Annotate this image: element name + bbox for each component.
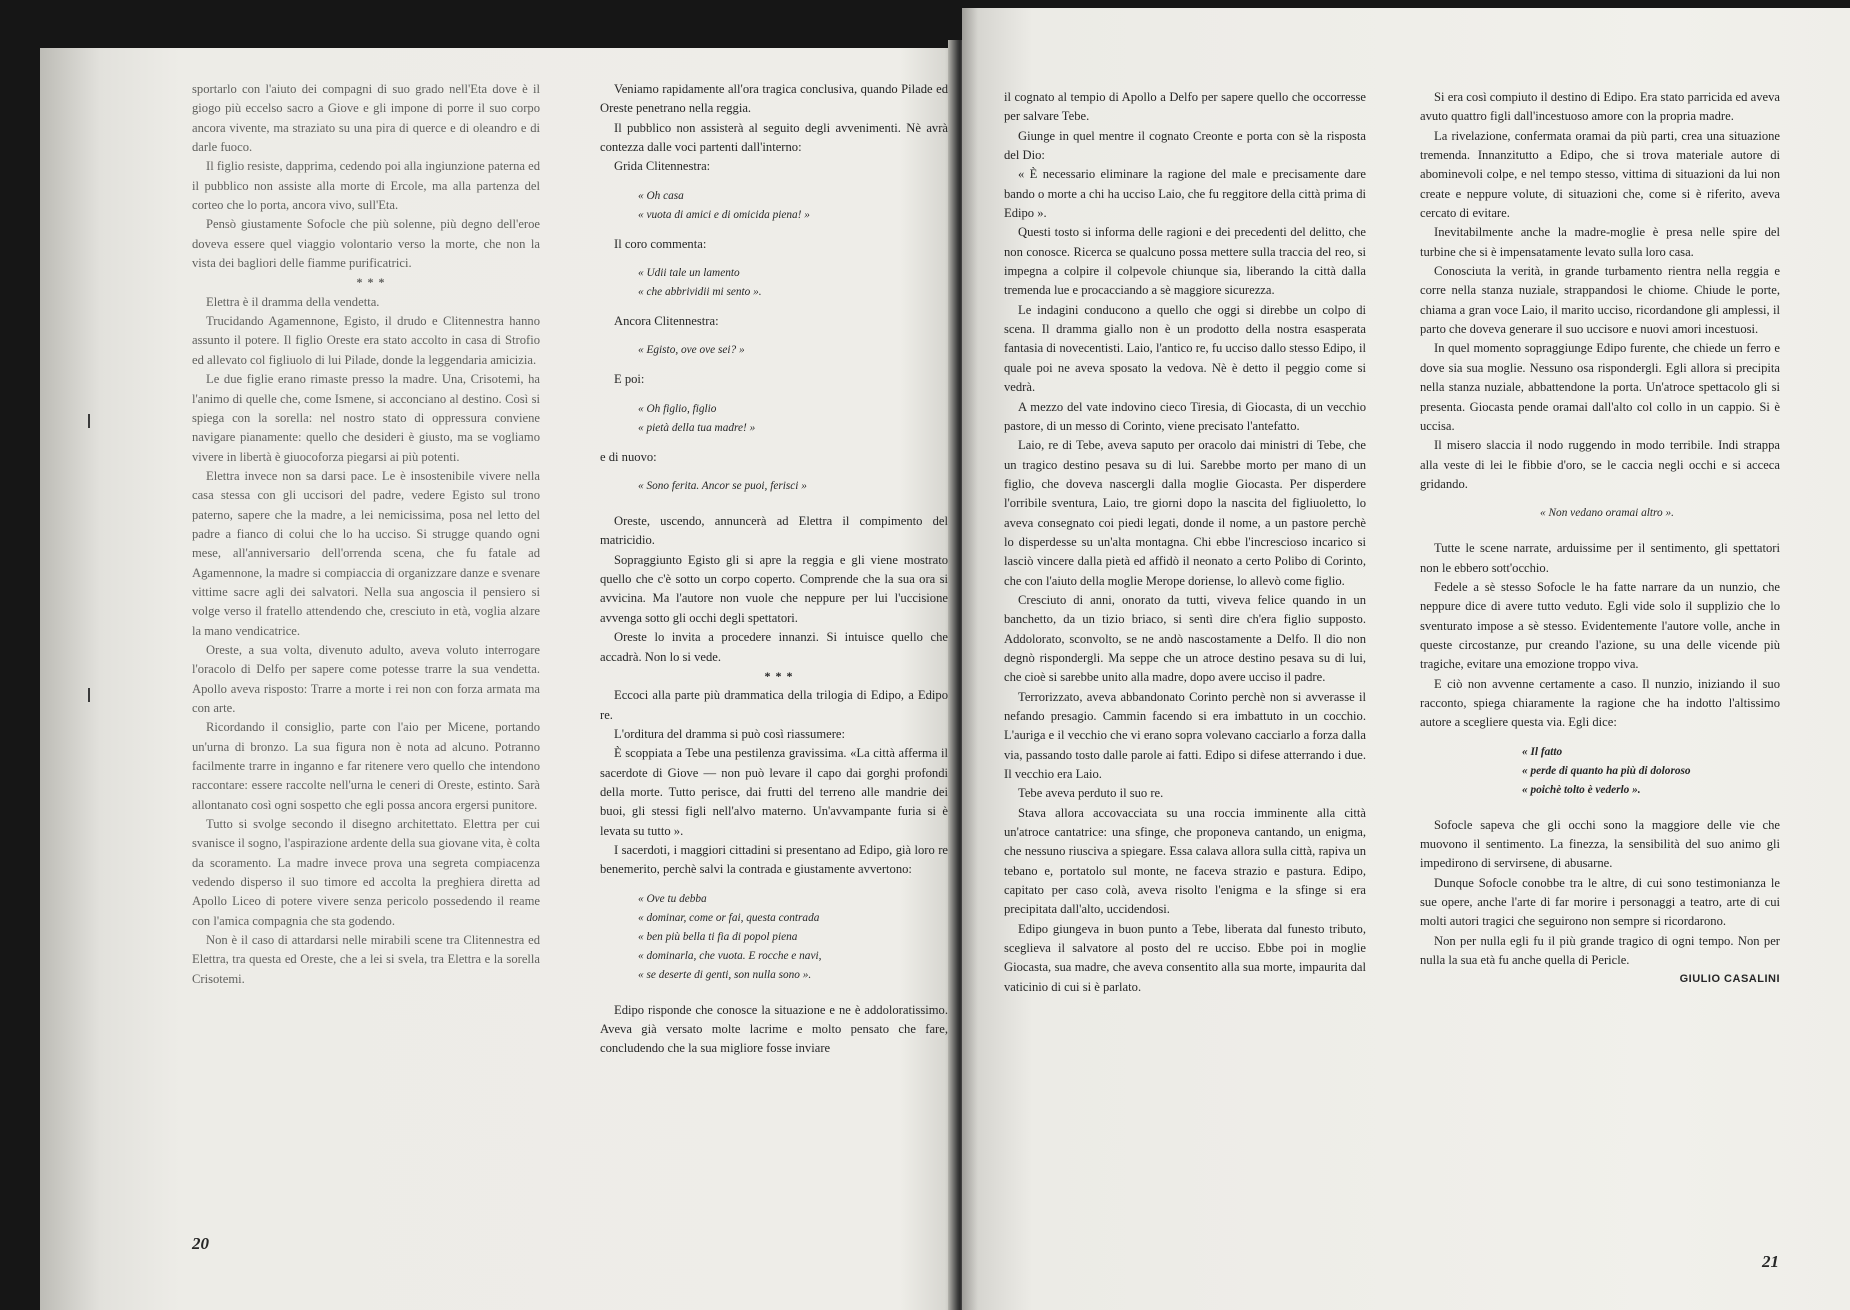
verse-line: « dominar, come or fai, questa contrada xyxy=(638,911,820,924)
paragraph: Pensò giustamente Sofocle che più solenne, più degno dell'eroe doveva essere quel viaggio volontario verso la morte, che non la vista dei bagliori delle fiamme purificatrici. xyxy=(192,217,540,271)
paragraph: Giunge in quel mentre il cognato Creonte e porta con sè la risposta del Dio: xyxy=(1004,128,1366,163)
paragraph: Dunque Sofocle conobbe tra le altre, di cui sono testimonianza le sue opere, anche l'arte di far morire i personaggi a teatro, arte di cui molti autori tragici che seguirono non sempre si ricordarono. xyxy=(1420,875,1780,929)
verse-line: « Oh casa xyxy=(638,189,684,202)
paragraph: Sopraggiunto Egisto gli si apre la reggia e gli viene mostrato quello che c'è sotto un corpo coperto. Comprende che la sua ora si avvicina. Ma l'autore non vuole che neppure per lui l'uccisione avvenga sotto gli occhi degli spettatori. xyxy=(600,552,948,625)
paragraph: Tutte le scene narrate, arduissime per il sentimento, gli spettatori non le ebbero sott'occhio. xyxy=(1420,541,1780,575)
paragraph: Tebe aveva perduto il suo re. xyxy=(1018,786,1164,801)
paragraph: La rivelazione, confermata oramai da più parti, crea una situazione tremenda. Innanzitutto a Edipo, che si trova materiale autore di abominevoli colpe, e nel tempo stesso, vittima di situazioni da lui non create e neppure volute, di situazioni che, come si è riferito, aveva cercato di evitare. xyxy=(1420,128,1780,221)
margin-mark xyxy=(88,414,90,428)
paragraph: Ancora Clitennestra: xyxy=(614,314,719,329)
paragraph: Sofocle sapeva che gli occhi sono la maggiore delle vie che muovono il sentimento. La finezza, la sensibilità del suo animo gli impedirono di servirsene, di abusarne. xyxy=(1420,817,1780,871)
paragraph: Inevitabilmente anche la madre-moglie è presa nelle spire del turbine che si è impensatamente levato sulla loro casa. xyxy=(1420,225,1780,259)
paragraph: Fedele a sè stesso Sofocle le ha fatte narrare da un nunzio, che neppure dice di avere tutto veduto. Egli vide solo il supplizio che lo sventurato impose a sè stesso. Evidentemente l'autore volle, anche in queste circostanze, pur creando l'azione, su una delle vicende più tragiche, evitare una emozione troppo viva. xyxy=(1420,579,1780,672)
paragraph: Il figlio resiste, dapprima, cedendo poi alla ingiunzione paterna ed il pubblico non assiste alla morte di Ercole, ma alla partenza del corteo che lo porta, ancora vivo, sull'Eta. xyxy=(192,159,540,213)
verse-line: « Udii tale un lamento xyxy=(638,267,740,280)
verse-line: « Il fatto xyxy=(1522,745,1563,758)
verse-line: « Non vedano oramai altro ». xyxy=(1540,507,1674,520)
paragraph: Le indagini conducono a quello che oggi si direbbe un colpo di scena. Il dramma giallo non è un prodotto della nostra esasperata fantasia di novecentisti. Laio, l'antico re, fu ucciso dallo stesso Edipo, il quale poi ne aveva sposato la vedova. Nè è detto il peggio come si vedrà. xyxy=(1004,302,1366,395)
paragraph: Trucidando Agamennone, Egisto, il drudo e Clitennestra hanno assunto il potere. Il figlio Oreste era stato accolto in casa di Strofio ed allevato col figliuolo di lui Pilade, donde la leggendaria amicizia. xyxy=(192,314,540,367)
paragraph: « È necessario eliminare la ragione del male e precisamente dare bando o morte a chi ha ucciso Laio, che fu reggitore della città prima di Edipo ». xyxy=(1004,167,1366,221)
paragraph: E ciò non avvenne certamente a caso. Il nunzio, iniziando il suo racconto, spiega chiaramente la ragione che ha indotto l'altissimo autore a scegliere questa via. Egli dice: xyxy=(1420,676,1780,730)
verse-line: « dominarla, che vuota. E rocche e navi, xyxy=(638,949,822,962)
column-4 xyxy=(1420,88,1780,990)
paragraph: Non è il caso di attardarsi nelle mirabili scene tra Clitennestra ed Elettra, tra questa ed Oreste, che a lei si svela, tra Elettra e la sorella Crisotemi. xyxy=(192,933,540,986)
verse-line: « Sono ferita. Ancor se puoi, ferisci » xyxy=(638,480,807,493)
paragraph: Ricordando il consiglio, parte con l'aio per Micene, portando un'urna di bronzo. La sua figura non è nota ad alcuno. Potranno facilmente trarre in inganno e far ritenere vero quello che intendono raccontare: essere raccolte nell'urna le ceneri di Oreste, estinto. Sarà allontanato così ogni sospetto che egli possa ancora ergersi punitore. xyxy=(192,720,540,812)
verse-line: « ben più bella ti fia di popol piena xyxy=(638,930,798,943)
paragraph: Eccoci alla parte più drammatica della trilogia di Edipo, a Edipo re. xyxy=(600,688,948,722)
section-separator: *** xyxy=(764,668,798,683)
paragraph: Il coro commenta: xyxy=(614,236,707,251)
paragraph: Si era così compiuto il destino di Edipo. Era stato parricida ed aveva avuto quattro figli dall'incestuoso amore con la propria madre. xyxy=(1420,90,1780,124)
paragraph: Oreste, a sua volta, divenuto adulto, aveva voluto interrogare l'oracolo di Delfo per sapere come potesse trarre la sua vendetta. Apollo aveva risposto: Trarre a morte i rei non con forza armata ma con arte. xyxy=(192,642,540,715)
verse-line: « Ove tu debba xyxy=(638,892,707,905)
verse-line: « perde di quanto ha più di doloroso xyxy=(1522,764,1691,777)
paragraph: sportarlo con l'aiuto dei compagni di suo grado nell'Eta dove è il giogo più eccelso sacro a Giove e gli impone di porre il suo corpo ancora vivente, ma straziato su una pira di querce e di oleandro e di darle fuoco. xyxy=(192,82,540,155)
paragraph: È scoppiata a Tebe una pestilenza gravissima. «La città afferma il sacerdote di Giove — non può levare il capo dai gorghi profondi della morte. Tutto perisce, dai frutti del terreno alle mandrie dei buoi, gli stessi figli nell'alvo materno. Un'avvampante furia si è levata su tutto ». xyxy=(600,746,948,838)
verse-line: « che abbrividii mi sento ». xyxy=(638,286,762,299)
paragraph: Veniamo rapidamente all'ora tragica conclusiva, quando Pilade ed Oreste penetrano nella reggia. xyxy=(600,82,948,116)
paragraph: Conosciuta la verità, in grande turbamento rientra nella reggia e corre nella stanza nuziale, strappandosi le chiome. Chiude le porte, chiama a gran voce Laio, il marito ucciso, ricordandone gli amplessi, il parto che doveva generare il suo uccisore e nuovi amori incestuosi. xyxy=(1420,264,1780,337)
paragraph: Il misero slaccia il nodo ruggendo in modo terribile. Indi strappa alla veste di lei le fibbie d'oro, se le caccia negli occhi e si acceca gridando. xyxy=(1420,438,1780,491)
paragraph: Oreste, uscendo, annuncerà ad Elettra il compimento del matricidio. xyxy=(600,514,948,548)
paragraph: Grida Clitennestra: xyxy=(614,159,711,174)
verse-line: « Egisto, ove ove sei? » xyxy=(638,344,745,357)
paragraph: E poi: xyxy=(614,372,645,387)
left-page xyxy=(40,48,958,1310)
paragraph: Stava allora accovacciata su una roccia imminente alla città un'atroce cantatrice: una sfinge, che proponeva cantando, un enigma, che nessuno riusciva a spiegare. Essa calava allora sulla città, rapiva un tebano e, portatolo sul monte, ne faceva strazio e pastura. Edipo, capitato per caso colà, aveva risolto l'enigma e la sfinge si era precipitata dall'alto, uccidendosi. xyxy=(1004,805,1366,917)
verse-line: « Oh figlio, figlio xyxy=(638,402,717,415)
verse-line: « se deserte di genti, son nulla sono ». xyxy=(638,968,812,981)
verse-line: « pietà della tua madre! » xyxy=(638,421,756,434)
paragraph: In quel momento sopraggiunge Edipo furente, che chiede un ferro e dove sia sua moglie. Nessuno osa rispondergli. Egli allora si precipita nella stanza nuziale, abbattendone la porta. Un'atroce spettacolo gli si presenta. Giocasta pende oramai dall'alto col collo in un cappio. Si è uccisa. xyxy=(1420,341,1780,433)
verse-line: « poichè tolto è vederlo ». xyxy=(1522,783,1641,796)
right-page xyxy=(962,8,1850,1310)
paragraph: Questi tosto si informa delle ragioni e dei precedenti del delitto, che non conosce. Ricerca se qualcuno possa mettere sulla traccia del reo, si impegna a colpire il colpevole chiunque sia, liberando la città dalla tremenda lue e procacciando a sè maggiore sicurezza. xyxy=(1004,225,1366,298)
paragraph: L'orditura del dramma si può così riassumere: xyxy=(614,726,845,741)
paragraph: I sacerdoti, i maggiori cittadini si presentano ad Edipo, già loro re benemerito, perchè salvi la contrada e giustamente avvertono: xyxy=(600,842,948,877)
paragraph: Laio, re di Tebe, aveva saputo per oracolo dai ministri di Tebe, che un tragico destino pesava su di lui. Sarebbe morto per mano di un figlio, che doveva nascergli dalla moglie Giocasta. Per disperdere l'orribile sventura, Laio, tre giorni dopo la nascita del figliuoletto, lo aveva consegnato coi piedi legati, donde il nome, a un pastore perchè lo disperdesse su un'alta montagna. Chi ebbe l'increscioso incarico si lasciò vincere dalla pietà ed affidò il neonato a certo Polibo di Corinto, che con l'aiuto della moglie Merope doriense, lo allevò come figlio. xyxy=(1004,438,1366,588)
paragraph: e di nuovo: xyxy=(600,449,657,464)
paragraph: Elettra è il dramma della vendetta. xyxy=(206,294,380,309)
column-3 xyxy=(1004,88,1366,997)
paragraph: Non per nulla egli fu il più grande tragico di ogni tempo. Non per nulla la sua età fu anche quella di Pericle. xyxy=(1420,933,1780,968)
paragraph: Le due figlie erano rimaste presso la madre. Una, Crisotemi, ha l'animo di quelle che, come Ismene, si acconciano al destino. Così si spiega con la sorella: nel nostro stato di oppressura conviene navigare pianamente: quello che desideri è giusto, ma se vogliamo vivere in libertà è giuocoforza piegarsi ai più potenti. xyxy=(192,372,540,464)
paragraph: Edipo risponde che conosce la situazione e ne è addoloratissimo. Aveva già versato molte lacrime e molto pensato che fare, concludendo che la sua migliore fosse inviare xyxy=(600,1002,948,1056)
section-separator: *** xyxy=(356,275,390,290)
column-2 xyxy=(600,80,948,1059)
author-signature: GIULIO CASALINI xyxy=(1679,973,1780,986)
column-1 xyxy=(192,80,540,989)
paragraph: Edipo giungeva in buon punto a Tebe, liberata dal funesto tributo, sceglieva il salvatore al posto del re ucciso. Ebbe poi in moglie Giocasta, sua madre, che aveva consentito alla sua morte, impaurita dal vaticinio di cui si è parlato. xyxy=(1004,921,1366,994)
paragraph: Oreste lo invita a procedere innanzi. Si intuisce quello che accadrà. Non lo si vede. xyxy=(600,630,948,664)
paragraph: Il pubblico non assisterà al seguito degli avvenimenti. Nè avrà contezza dalle voci partenti dall'interno: xyxy=(600,120,948,155)
paragraph: A mezzo del vate indovino cieco Tiresia, di Giocasta, di un vecchio pastore, di un messo di Corinto, viene precisato l'antefatto. xyxy=(1004,399,1366,433)
paragraph: Terrorizzato, aveva abbandonato Corinto perchè non si avverasse il nefando presagio. Cammin facendo si era imbattuto in un cocchio. L'auriga e il vecchio che vi erano sopra volevano cacciarlo a forza dalla via, passando tosto dalle parole ai fatti. Edipo si difese atterrando i due. Il vecchio era Laio. xyxy=(1004,689,1366,782)
page-number: 21 xyxy=(1762,1252,1779,1271)
paragraph: Elettra invece non sa darsi pace. Le è insostenibile vivere nella casa stessa con gli uccisori del padre, vedere Egisto sul trono paterno, sapere che la madre, a lei nemicissima, posa nel letto del padre a fianco di colui che lo ha ucciso. Si strugge quando ogni mese, all'anniversario dell'orrenda scena, che fu fatale ad Agamennone, la madre si compiaccia di organizzare danze e svenare vittime sacre agli dei salvatori. Nella sua angoscia il pensiero si volge verso il fratello attendendo che, cresciuto in età, voglia alzare la mano vendicatrice. xyxy=(192,468,540,638)
paragraph: Tutto si svolge secondo il disegno architettato. Elettra per cui svanisce il sogno, l'aspirazione ardente della sua giovane vita, è colta da scoramento. La madre invece prova una segreta compiacenza vedendo disperso il suo timore ed accolta la preghiera diretta ad Apollo Liceo di potere vivere senza pericolo possedendo il reame con l'amica compagnia che sta godendo. xyxy=(192,817,540,928)
margin-mark xyxy=(88,688,90,702)
paragraph: il cognato al tempio di Apollo a Delfo per sapere quello che occorresse per salvare Tebe. xyxy=(1004,90,1366,124)
paragraph: Cresciuto di anni, onorato da tutti, viveva felice quando in un banchetto, da un tizio briaco, si sentì dire ch'era figlio supposto. Addolorato, sconvolto, se ne andò nascostamente a Delfo. Il dio non degnò rispondergli. Ma seppe che un atroce destino pesava su di lui, che cioè si sarebbe unito alla madre, dopo avere ucciso il padre. xyxy=(1004,592,1366,685)
page-number: 20 xyxy=(192,1234,209,1253)
verse-line: « vuota di amici e di omicida piena! » xyxy=(638,208,810,221)
